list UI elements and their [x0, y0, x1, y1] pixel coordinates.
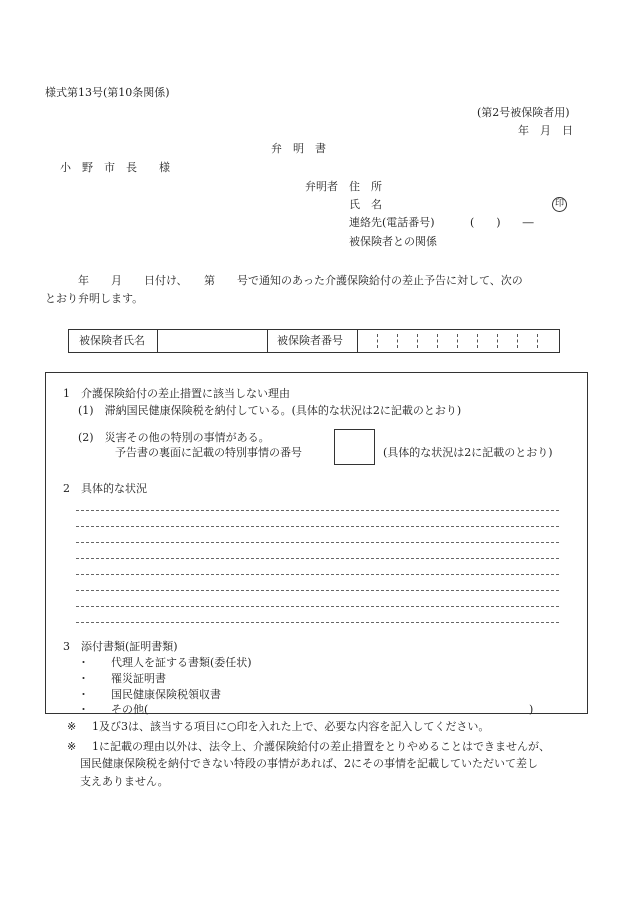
note-mark: ※: [67, 740, 77, 753]
seal-mark: 印: [552, 197, 567, 212]
situation-line[interactable]: [76, 606, 559, 607]
insured-number-label: 被保険者番号: [277, 334, 343, 347]
other-close-paren: ): [529, 703, 534, 716]
address-label: 住 所: [349, 180, 382, 193]
insured-number-field[interactable]: [357, 330, 559, 352]
digit-separator: [437, 334, 438, 348]
section1-item2-sub: 予告書の裏面に記載の特別事情の番号: [115, 446, 302, 459]
special-circumstance-number-box[interactable]: [334, 429, 375, 465]
relation-label: 被保険者との関係: [349, 235, 437, 248]
digit-separator: [477, 334, 478, 348]
attachment-item: ・ 罹災証明書: [78, 672, 166, 685]
attachment-item: ・ 代理人を証する書類(委任状): [78, 656, 252, 669]
addressee: 小 野 市 長 様: [60, 161, 170, 174]
digit-separator: [417, 334, 418, 348]
intro-line-1: 年 月 日付け、 第 号で通知のあった介護保険給付の差止予告に対して、次の: [78, 274, 523, 287]
digit-separator: [537, 334, 538, 348]
section1-item2: (2) 災害その他の特別の事情がある。: [78, 431, 270, 444]
applicant-label: 弁明者: [305, 180, 338, 193]
contact-format: ( ) ―: [470, 216, 534, 229]
insured-id-table: [68, 329, 560, 353]
situation-line[interactable]: [76, 526, 559, 527]
situation-line[interactable]: [76, 542, 559, 543]
form-number: 様式第13号(第10条関係): [45, 86, 170, 99]
section1-item1: (1) 滞納国民健康保険税を納付している。(具体的な状況は2に記載のとおり): [78, 404, 462, 417]
situation-line[interactable]: [76, 574, 559, 575]
situation-line[interactable]: [76, 510, 559, 511]
digit-separator: [497, 334, 498, 348]
section1-heading: 1 介護保険給付の差止措置に該当しない理由: [63, 387, 290, 400]
insured-name-label: 被保険者氏名: [79, 334, 145, 347]
note-1: 1及び3は、該当する項目に○印を入れた上で、必要な内容を記入してください。: [92, 720, 490, 733]
digit-separator: [397, 334, 398, 348]
note-2-line-2: 国民健康保険税を納付できない特段の事情があれば、2にその事情を記載していただいて差し: [80, 757, 538, 770]
intro-line-2: とおり弁明します。: [45, 292, 144, 305]
attachment-item: ・ その他(: [78, 703, 149, 716]
attachment-item: ・ 国民健康保険税領収書: [78, 688, 221, 701]
situation-line[interactable]: [76, 622, 559, 623]
digit-separator: [517, 334, 518, 348]
contact-label: 連絡先(電話番号): [349, 216, 435, 229]
section3-heading: 3 添付書類(証明書類): [63, 640, 178, 653]
insured-type-label: (第2号被保険者用): [477, 106, 570, 119]
digit-separator: [377, 334, 378, 348]
note-mark: ※: [67, 720, 77, 733]
date-field: 年 月 日: [518, 124, 573, 137]
section2-heading: 2 具体的な状況: [63, 482, 147, 495]
document-title: 弁 明 書: [271, 142, 326, 155]
note-2-line-1: 1に記載の理由以外は、法令上、介護保険給付の差止措置をとりやめることはできませんが、: [92, 740, 550, 753]
section1-item2-note: (具体的な状況は2に記載のとおり): [383, 446, 553, 459]
situation-line[interactable]: [76, 558, 559, 559]
note-2-line-3: 支えありません。: [80, 775, 169, 788]
digit-separator: [457, 334, 458, 348]
situation-line[interactable]: [76, 590, 559, 591]
name-label: 氏 名: [349, 198, 382, 211]
